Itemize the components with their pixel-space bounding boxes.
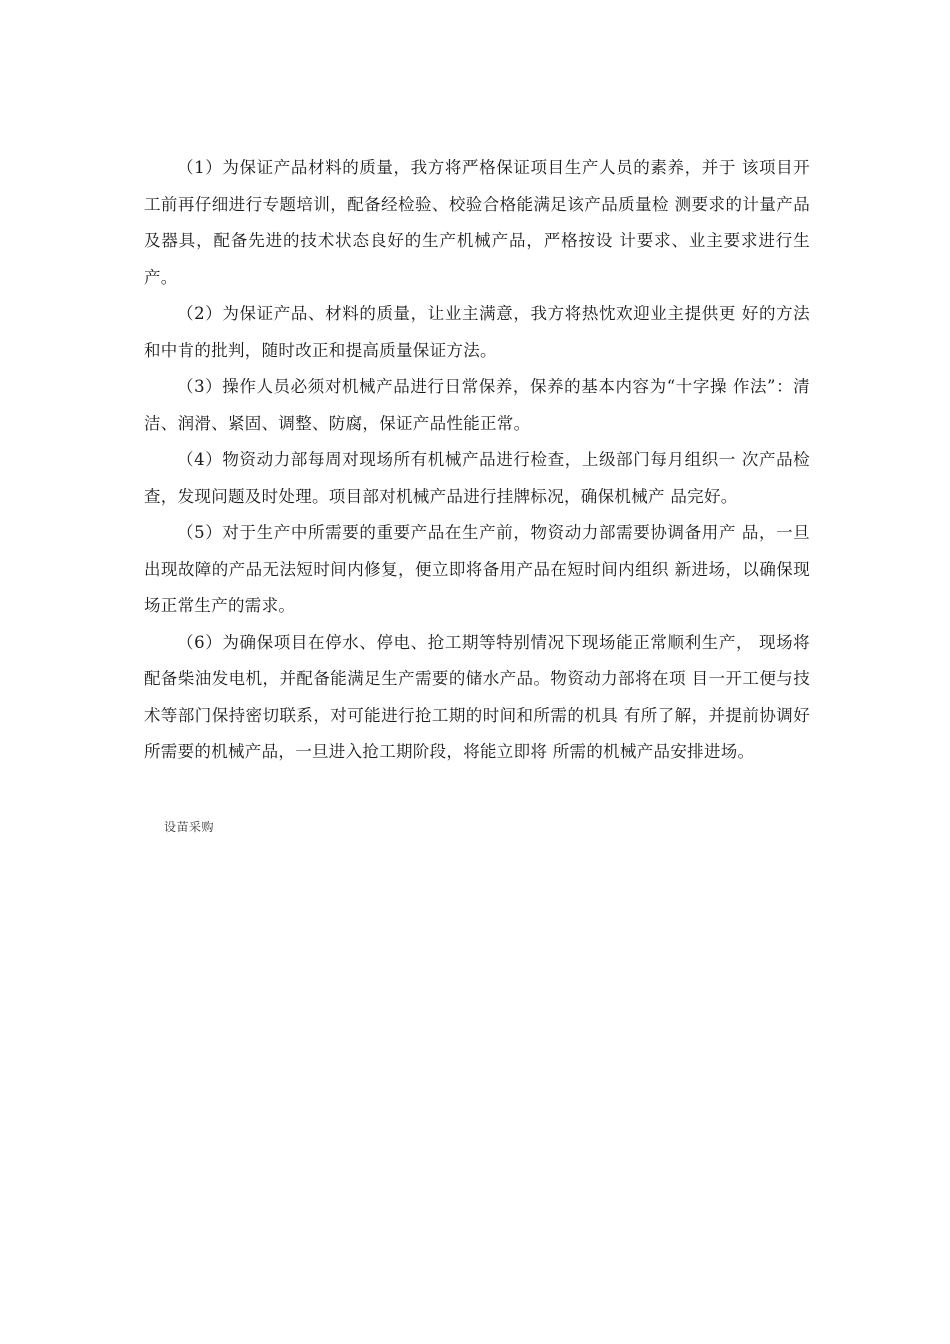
paragraph-3: （3）操作人员必须对机械产品进行日常保养，保养的基本内容为“十字操 作法”：清洁、润滑、紧固、调整、防腐，保证产品性能正常。 [144,377,810,433]
paragraph-1: （1）为保证产品材料的质量，我方将严格保证项目生产人员的素养，并于 该项目开工前再仔细进行专题培训，配备经检验、校验合格能满足该产品质量检 测要求的计量产品及器具，配备先进的技术状态良好的生产机械产品，严格按设 计要求、业主要求进行生产。 [144,158,810,287]
document-body [144,150,810,771]
paragraph-5: （5）对于生产中所需要的重要产品在生产前，物资动力部需要协调备用产 品，一旦出现故障的产品无法短时间内修复，便立即将备用产品在短时间内组织 新进场，以确保现场正常生产的需求。 [144,523,810,615]
paragraph-2: （2）为保证产品、材料的质量，让业主满意，我方将热忱欢迎业主提供更 好的方法和中肯的批判，随时改正和提高质量保证方法。 [144,304,810,360]
footer-note: 设苗采购 [164,820,215,834]
paragraph-6: （6）为确保项目在停水、停电、抢工期等特别情况下现场能正常顺利生产， 现场将配备柴油发电机，并配备能满足生产需要的储水产品。物资动力部将在项 目一开工便与技术等部门保持密切联系，对可能进行抢工期的时间和所需的机具 有所了解，并提前协调好所需要的机械产品，一旦进入抢工期阶段，将能立即将 所需的机械产品安排进场。 [144,632,810,761]
paragraph-4: （4）物资动力部每周对现场所有机械产品进行检查，上级部门每月组织一 次产品检查，发现问题及时处理。项目部对机械产品进行挂牌标况，确保机械产 品完好。 [144,450,810,506]
